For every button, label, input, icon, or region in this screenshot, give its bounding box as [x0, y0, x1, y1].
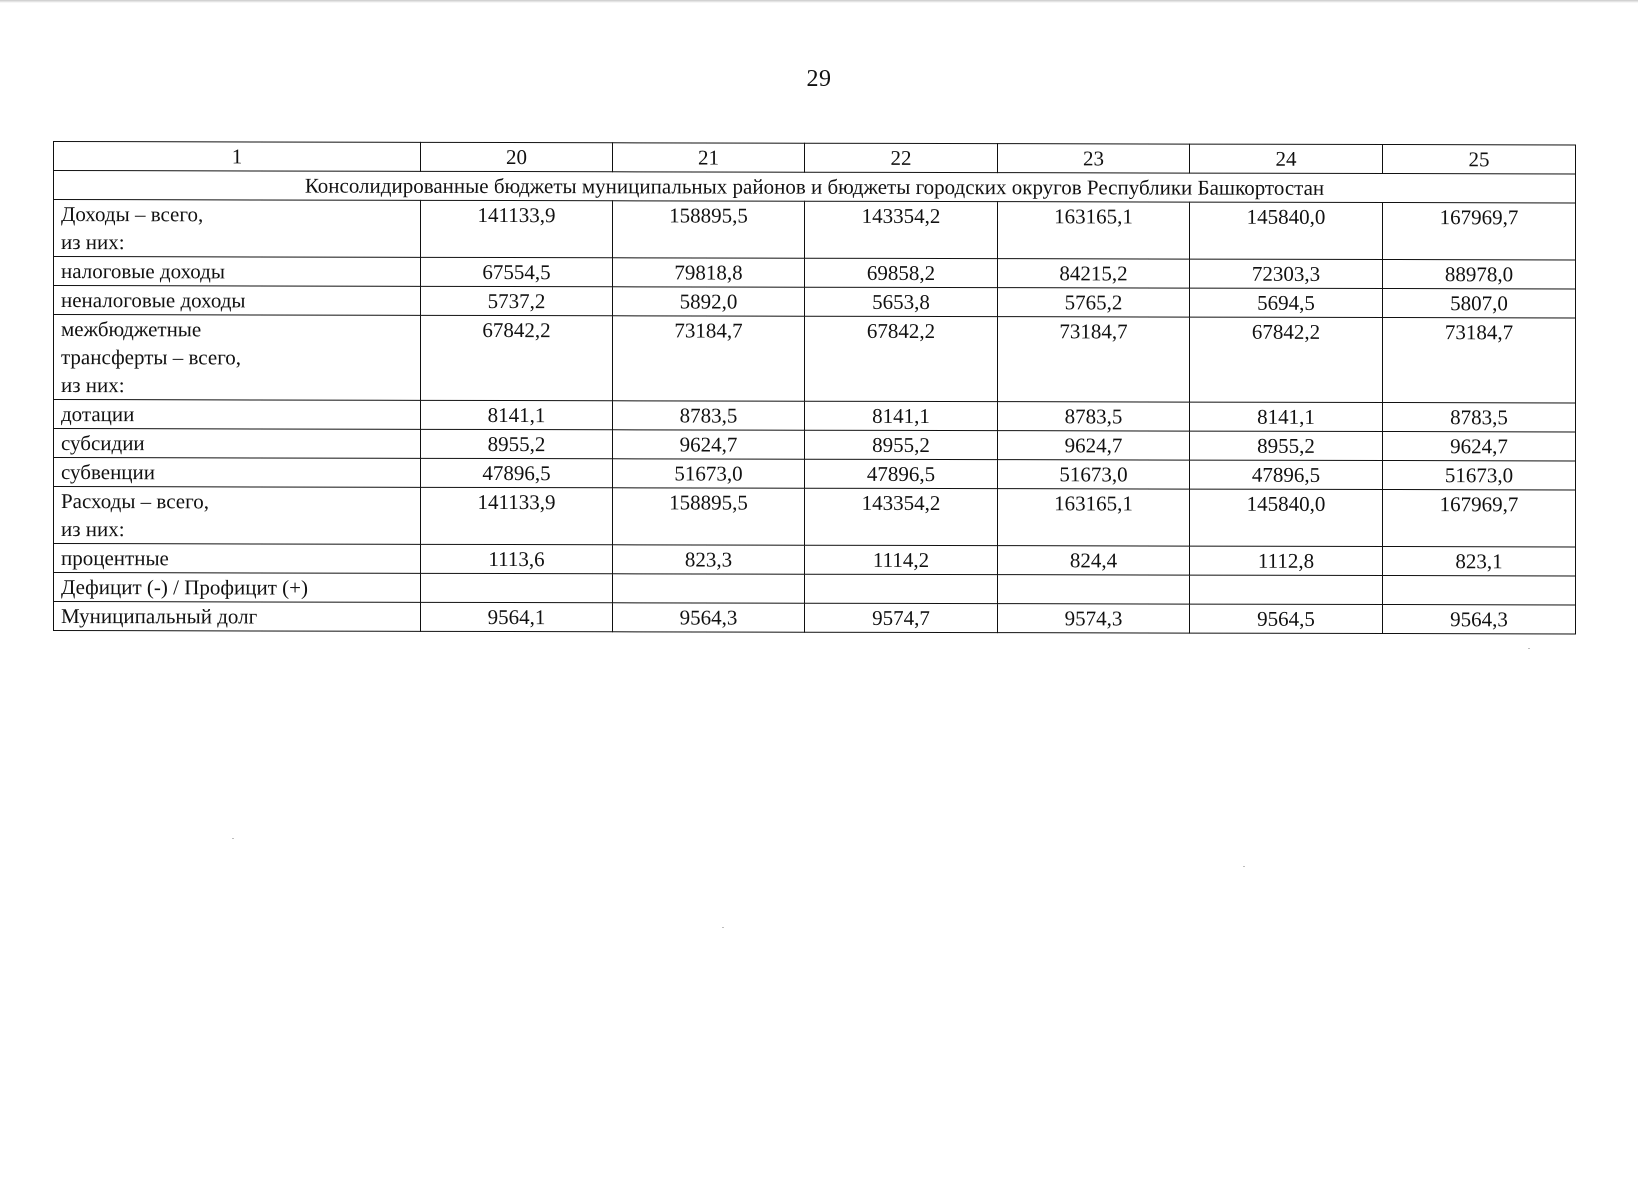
column-header: 1 — [54, 142, 421, 172]
table-row — [54, 573, 1576, 605]
section-title: Консолидированные бюджеты муниципальных районов и бюджеты городских округов Республики Башкортостан — [54, 171, 1576, 203]
scan-speck — [722, 927, 724, 928]
table-row — [54, 315, 1576, 403]
table-cell: 73184,7 — [613, 316, 805, 401]
table-cell: 8783,5 — [998, 402, 1190, 431]
table-row — [54, 286, 1576, 318]
row-label: межбюджетные трансферты – всего, из них: — [54, 315, 421, 401]
table-cell: 5653,8 — [805, 287, 998, 316]
table-cell: 47896,5 — [1190, 460, 1383, 489]
table-cell: 8141,1 — [805, 401, 998, 430]
row-label: дотации — [54, 400, 421, 430]
table-cell: 5807,0 — [1383, 289, 1576, 318]
table-cell — [613, 574, 805, 603]
row-label: Доходы – всего, из них: — [54, 200, 421, 258]
row-label: процентные — [54, 544, 421, 574]
row-label: налоговые доходы — [54, 257, 421, 287]
table-cell: 141133,9 — [421, 200, 613, 257]
table-cell: 9624,7 — [613, 430, 805, 459]
table-cell: 8141,1 — [421, 400, 613, 429]
table-cell: 5892,0 — [613, 287, 805, 316]
row-label: Муниципальный долг — [54, 602, 421, 632]
table-cell: 9624,7 — [1383, 432, 1576, 461]
page-number: 29 — [806, 66, 832, 92]
table-cell: 9624,7 — [998, 431, 1190, 460]
table-cell: 824,4 — [998, 546, 1190, 575]
table-cell: 9574,7 — [805, 603, 998, 632]
scan-speck — [232, 838, 234, 839]
row-label: Расходы – всего, из них: — [54, 487, 421, 545]
table-cell: 73184,7 — [998, 317, 1190, 402]
table-header-row — [54, 142, 1576, 174]
column-header: 20 — [421, 142, 613, 171]
table-cell: 143354,2 — [805, 488, 998, 545]
scan-speck — [1528, 648, 1530, 649]
column-header: 25 — [1383, 145, 1576, 174]
column-header: 22 — [805, 143, 998, 172]
table-cell: 145840,0 — [1190, 202, 1383, 259]
table-cell — [805, 574, 998, 603]
table-row — [54, 487, 1576, 547]
table-cell: 9574,3 — [998, 604, 1190, 633]
table-cell: 5694,5 — [1190, 288, 1383, 317]
table-row — [54, 429, 1576, 461]
table-cell: 8783,5 — [1383, 403, 1576, 432]
table-cell: 67842,2 — [421, 315, 613, 400]
table-cell: 1112,8 — [1190, 546, 1383, 575]
row-label: Дефицит (-) / Профицит (+) — [54, 573, 421, 603]
table-cell: 51673,0 — [613, 459, 805, 488]
table-cell — [1383, 576, 1576, 605]
table-cell: 8955,2 — [421, 429, 613, 458]
table-cell: 5737,2 — [421, 286, 613, 315]
table-cell: 8955,2 — [1190, 431, 1383, 460]
table-cell: 47896,5 — [421, 458, 613, 487]
table-cell: 69858,2 — [805, 258, 998, 287]
table-cell: 8783,5 — [613, 401, 805, 430]
table-cell: 9564,1 — [421, 602, 613, 631]
table-cell — [421, 573, 613, 602]
table-cell: 79818,8 — [613, 258, 805, 287]
table-cell: 823,1 — [1383, 547, 1576, 576]
table-cell: 1113,6 — [421, 544, 613, 573]
table-row — [54, 257, 1576, 289]
table-row — [54, 200, 1576, 260]
table-cell: 47896,5 — [805, 459, 998, 488]
table-row — [54, 544, 1576, 576]
table-cell: 51673,0 — [998, 460, 1190, 489]
table-cell: 9564,3 — [613, 603, 805, 632]
column-header: 21 — [613, 143, 805, 172]
row-label: субвенции — [54, 458, 421, 488]
table-cell — [1190, 575, 1383, 604]
table-cell: 143354,2 — [805, 201, 998, 258]
scan-speck — [1243, 866, 1245, 867]
table-cell: 163165,1 — [998, 202, 1190, 259]
table-cell: 145840,0 — [1190, 489, 1383, 546]
table-cell: 73184,7 — [1383, 318, 1576, 403]
table-row — [54, 602, 1576, 634]
table-cell: 84215,2 — [998, 259, 1190, 288]
table-cell: 8955,2 — [805, 430, 998, 459]
row-label: субсидии — [54, 429, 421, 459]
table-cell: 163165,1 — [998, 489, 1190, 546]
table-cell: 823,3 — [613, 545, 805, 574]
table-cell: 158895,5 — [613, 201, 805, 258]
table-cell: 158895,5 — [613, 488, 805, 545]
budget-table — [53, 141, 1576, 634]
table-cell: 167969,7 — [1383, 490, 1576, 547]
table-cell: 167969,7 — [1383, 203, 1576, 260]
table-row — [54, 458, 1576, 490]
table-cell: 67554,5 — [421, 257, 613, 286]
table-cell: 51673,0 — [1383, 461, 1576, 490]
table-cell: 67842,2 — [805, 316, 998, 401]
column-header: 24 — [1190, 144, 1383, 173]
table-cell: 9564,3 — [1383, 605, 1576, 634]
table-cell: 5765,2 — [998, 288, 1190, 317]
table-cell: 9564,5 — [1190, 604, 1383, 633]
scan-top-edge — [0, 0, 1638, 3]
column-header: 23 — [998, 144, 1190, 173]
table-row — [54, 400, 1576, 432]
table-cell: 141133,9 — [421, 487, 613, 544]
table-cell: 67842,2 — [1190, 317, 1383, 402]
section-title-row — [54, 171, 1576, 203]
table-cell — [998, 575, 1190, 604]
table-cell: 72303,3 — [1190, 259, 1383, 288]
table-cell: 8141,1 — [1190, 402, 1383, 431]
table-cell: 1114,2 — [805, 545, 998, 574]
row-label: неналоговые доходы — [54, 286, 421, 316]
table-cell: 88978,0 — [1383, 260, 1576, 289]
